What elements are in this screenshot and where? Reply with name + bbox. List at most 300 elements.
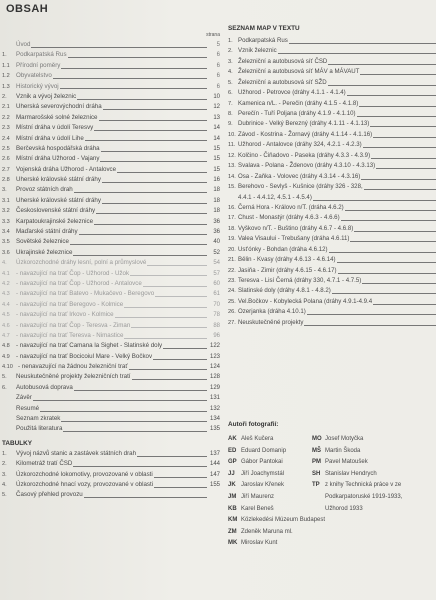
map-entry-number: 1. [228, 37, 233, 44]
map-entry-title: 4.4.1 - 4.4.12, 4.5.1 - 4.5.4) [238, 193, 312, 201]
toc-entry-number: 1. [2, 52, 7, 59]
map-entry-title: Dubrinice - Velký Berezný (dráhy 4.1.11 - 4.1.13) [238, 120, 370, 128]
table-entry[interactable] [2, 459, 220, 469]
dot-leader [33, 400, 207, 401]
toc-entry[interactable] [2, 154, 220, 164]
dot-leader [341, 220, 436, 221]
dot-leader [61, 68, 207, 69]
dot-leader [130, 275, 207, 276]
toc-entry[interactable] [2, 393, 220, 403]
toc-entry-page: 18 [213, 208, 220, 215]
toc-entry[interactable] [2, 321, 220, 331]
map-entry-number: 14. [228, 173, 236, 180]
map-entry[interactable] [228, 151, 436, 161]
toc-entry-number: 3.1 [2, 197, 10, 204]
toc-entry-title: Karpatoukrajinské železnice [16, 217, 94, 225]
map-entry-title: Slatinské doly (dráhy 4.8.1 - 4.8.2) [238, 287, 331, 295]
toc-entry[interactable] [2, 279, 220, 289]
toc-entry[interactable] [2, 341, 220, 351]
toc-entry-number: 2.5 [2, 145, 10, 152]
map-entry-number: 20. [228, 246, 236, 253]
toc-entry[interactable] [2, 310, 220, 320]
map-entry[interactable] [228, 46, 436, 56]
dot-leader [337, 262, 436, 263]
map-entry[interactable] [228, 276, 436, 286]
map-entry[interactable] [228, 172, 436, 182]
photo-author-left [228, 480, 312, 492]
map-entry-number: 18. [228, 225, 236, 232]
map-entry-title: Bělin - Kvasy (dráhy 4.6.13 - 4.6.14) [238, 256, 336, 264]
toc-entry-title: Uherské královské státní dráhy [16, 196, 101, 204]
toc-entry[interactable] [2, 185, 220, 195]
toc-entry-page: 128 [209, 374, 220, 381]
dot-leader [347, 95, 436, 96]
map-entry-number: 11. [228, 142, 236, 149]
toc-entry-title: Místní dráha v údolí Lihe [16, 134, 84, 142]
table-entry-title: Úzkorozchodné hnací vozy, provozované v oblasti [16, 481, 154, 488]
toc-entry-number: 1.3 [2, 83, 10, 90]
toc-entry-page: 6 [216, 83, 220, 90]
map-entry-number: 25. [228, 298, 236, 305]
toc-entry[interactable] [2, 165, 220, 175]
author-name: Martin Škoda [325, 447, 361, 454]
toc-entry-number: 3.2 [2, 208, 10, 215]
toc-entry[interactable] [2, 424, 220, 434]
map-entry-title: Vel.Bočkov - Kobylecká Polana (dráhy 4.9.1-4.9.4 [238, 297, 373, 305]
dot-leader [350, 241, 436, 242]
toc-entry[interactable] [2, 92, 220, 102]
dot-leader [153, 359, 207, 360]
toc-entry-title: - navazující na trať Batevo - Mukačevo - Beregovo [16, 290, 155, 298]
photo-author-row [228, 480, 436, 492]
map-entry-number: 3. [228, 58, 233, 65]
toc-entry-title: Seznam zkratek [16, 415, 61, 423]
toc-entry-page: 54 [213, 260, 220, 267]
dot-leader [304, 325, 436, 326]
dot-leader [124, 338, 207, 339]
toc-entry[interactable] [2, 289, 220, 299]
author-name: Josef Motyčka [325, 436, 364, 442]
map-entry-number: 10. [228, 131, 236, 138]
map-entry-number: 12. [228, 152, 236, 159]
toc-entry-page: 123 [209, 353, 220, 360]
map-entry[interactable] [228, 318, 436, 328]
map-entry-number: 6. [228, 90, 233, 97]
photo-author-row [228, 446, 436, 458]
toc-entry-page: 129 [209, 384, 220, 391]
toc-entry-title: Maďarské státní dráhy [16, 228, 78, 236]
toc-entry-title: Podkarpatská Rus [16, 51, 67, 59]
dot-leader [96, 213, 207, 214]
toc-entry[interactable] [2, 102, 220, 112]
photo-author-left [228, 504, 312, 516]
dot-leader [364, 189, 436, 190]
map-entry-number: 16. [228, 204, 236, 211]
toc-entry[interactable] [2, 82, 220, 92]
dot-leader [40, 411, 207, 412]
toc-entry[interactable] [2, 217, 220, 227]
dot-leader [163, 348, 207, 349]
map-entry[interactable] [228, 266, 436, 276]
toc-entry-page: 6 [216, 62, 220, 69]
author-name: Közlekedési Múzeum Budapest [241, 517, 326, 524]
table-entry-page: 137 [209, 450, 220, 457]
toc-entry-number: 3.3 [2, 218, 10, 225]
table-entry[interactable] [2, 470, 220, 480]
toc-entry[interactable] [2, 61, 220, 71]
photo-author-left [228, 446, 312, 458]
map-entry-number: 22. [228, 267, 236, 274]
dot-leader [345, 210, 436, 211]
dot-leader [68, 57, 207, 58]
maps-heading: SEZNAM MAP V TEXTU [228, 25, 300, 32]
toc-entry-page: 40 [213, 239, 220, 246]
author-name-continuation [312, 517, 325, 523]
toc-entry[interactable] [2, 352, 220, 362]
map-entry[interactable] [228, 161, 436, 171]
toc-entry-number: 3.6 [2, 249, 10, 256]
toc-entry[interactable] [2, 404, 220, 414]
toc-entry[interactable] [2, 175, 220, 185]
toc-entry-title: - navazující na trať Camana la Sighet - Slatinské doly [16, 342, 163, 350]
table-entry-title: Vývoj názvů stanic a zastávek státních drah [16, 449, 137, 457]
toc-entry-title: Ukrajinské železnice [16, 248, 73, 256]
photo-author-right [312, 480, 436, 492]
dot-leader [100, 161, 207, 162]
dot-leader [289, 43, 436, 44]
toc-entry-page: 10 [213, 93, 220, 100]
toc-entry[interactable] [2, 196, 220, 206]
toc-entry[interactable] [2, 71, 220, 81]
map-entry-number: 13. [228, 163, 236, 170]
toc-entry-title: Provoz státních drah [16, 186, 73, 194]
author-abbreviation: JK [228, 482, 236, 489]
toc-entry-page: 6 [216, 73, 220, 80]
map-entry-number: 4. [228, 69, 233, 76]
table-entry[interactable] [2, 480, 220, 490]
toc-entry-number: 4.8 [2, 343, 10, 350]
author-abbreviation: JM [228, 493, 237, 500]
map-entry-title: Užhorod - Antalovce (dráhy 324, 4.2.1 - 4.2.3) [238, 141, 362, 149]
map-entry[interactable] [228, 287, 436, 297]
toc-entry-page: 13 [213, 114, 220, 121]
dot-leader [61, 421, 207, 422]
toc-entry-page: 36 [213, 218, 220, 225]
map-entry-title: Neuskutečněné projekty [238, 318, 304, 326]
toc-entry-number: 4.10 [2, 364, 13, 371]
table-entry[interactable] [2, 490, 220, 500]
map-entry[interactable] [228, 120, 436, 130]
map-entry-title: Jasiňa - Zimir (dráhy 4.6.15 - 4.6.17) [238, 266, 337, 274]
table-entry-page: 147 [209, 471, 220, 478]
toc-entry-page: 96 [213, 332, 220, 339]
toc-entry[interactable] [2, 113, 220, 123]
toc-entry-title: Uherská severovýchodní dráha [16, 103, 102, 111]
toc-entry-page: 132 [209, 405, 220, 412]
toc-entry[interactable] [2, 144, 220, 154]
map-entry-title: Černá Hora - Královo n/T. (dráha 4.6.2) [238, 203, 344, 211]
toc-entry-title: Úvod [16, 40, 31, 48]
map-entry[interactable] [228, 36, 436, 46]
map-entry-title: Železniční a autobusová síť MÁV a MÁVAUT [238, 68, 360, 76]
dot-leader [329, 252, 436, 253]
dot-leader [63, 431, 207, 432]
map-entry-number: 24. [228, 288, 236, 295]
photo-author-left [228, 515, 326, 527]
map-entry-title: Užhorod - Petrovce (dráhy 4.1.1 - 4.1.4) [238, 89, 346, 97]
toc-entry-page: 134 [209, 416, 220, 423]
toc-entry[interactable] [2, 383, 220, 393]
toc-entry-number: 4.4 [2, 301, 10, 308]
photo-author-row [228, 527, 436, 539]
map-entry[interactable] [228, 182, 436, 192]
toc-entry[interactable] [2, 373, 220, 383]
dot-leader [371, 158, 436, 159]
map-entry[interactable] [228, 140, 436, 150]
table-entry-number: 2. [2, 461, 7, 468]
toc-entry[interactable] [2, 50, 220, 60]
toc-entry-title: Obyvatelstvo [16, 72, 52, 80]
photo-author-right [312, 434, 436, 446]
toc-entry-title: - navazující na trať Čop - Užhorod - Antalovce [16, 279, 142, 287]
map-entry-number: 19. [228, 236, 236, 243]
toc-column [2, 30, 220, 501]
table-entry-title: Časový přehled provozu [16, 491, 83, 499]
toc-entry-title: - navazující na trať Čop - Užhorod - Užok [16, 269, 130, 277]
dot-leader [328, 85, 436, 86]
toc-entry-title: Marmarošské solné železnice [16, 113, 98, 121]
dot-leader [115, 317, 207, 318]
author-abbreviation: SH [312, 470, 321, 477]
photo-author-right [312, 457, 436, 469]
toc-entry[interactable] [2, 134, 220, 144]
toc-entry-page: 16 [213, 177, 220, 184]
author-name-continuation: Podkarpatoruské 1919-1933, [325, 493, 403, 500]
map-entry-title: Berehovo - Sevlyš - Kušnice (dráhy 326 - 328, [238, 183, 363, 191]
photo-author-left [228, 434, 312, 446]
toc-entry[interactable] [2, 258, 220, 268]
dot-leader [84, 497, 207, 498]
toc-entry-number: 2.8 [2, 177, 10, 184]
photo-author-right [312, 469, 436, 481]
dot-leader [360, 74, 436, 75]
table-entry[interactable] [2, 449, 220, 459]
map-entry[interactable] [228, 99, 436, 109]
photo-author-right [312, 538, 436, 550]
map-entry[interactable] [228, 297, 436, 307]
toc-entry-page: 12 [213, 104, 220, 111]
author-abbreviation: AK [228, 436, 237, 442]
toc-entry[interactable] [2, 237, 220, 247]
toc-entry-title: Resumé [16, 404, 40, 412]
map-entry[interactable] [228, 109, 436, 119]
dot-leader [79, 234, 207, 235]
photo-author-left [228, 538, 312, 550]
map-entry[interactable] [228, 88, 436, 98]
author-name: Aleš Kučera [241, 436, 274, 442]
toc-entry-page: 122 [209, 343, 220, 350]
map-entry-title: Osa - Zaňka - Volovec (dráhy 4.3.14 - 4.3.16) [238, 172, 361, 180]
dot-leader [94, 130, 207, 131]
map-entry-number: 8. [228, 111, 233, 118]
dot-leader [131, 327, 207, 328]
photo-authors-heading: Autoři fotografií: [228, 421, 279, 428]
map-entry-title: Vznik železnic [238, 47, 277, 55]
dot-leader [74, 192, 207, 193]
toc-entry-page: 14 [213, 135, 220, 142]
author-name: Gábor Pantokai [241, 459, 283, 466]
photo-author-row [228, 457, 436, 469]
map-entry[interactable] [228, 203, 436, 213]
toc-entry-page: 135 [209, 426, 220, 433]
photo-authors-list [228, 434, 436, 550]
toc-entry-number: 3.4 [2, 229, 10, 236]
toc-entry-number: 2.4 [2, 135, 10, 142]
toc-entry-title: Vznik a vývoj železnic [16, 92, 77, 100]
dot-leader [53, 78, 207, 79]
toc-entry-page: 36 [213, 229, 220, 236]
toc-entry-number: 2.2 [2, 114, 10, 121]
toc-entry-page: 6 [216, 52, 220, 59]
map-entry[interactable] [228, 57, 436, 67]
map-entry[interactable] [228, 255, 436, 265]
dot-leader [354, 231, 436, 232]
map-entry[interactable] [228, 130, 436, 140]
toc-entry-title: Berčevská hospodářská dráha [16, 144, 100, 152]
toc-entry[interactable] [2, 227, 220, 237]
dot-leader [101, 151, 207, 152]
toc-entry[interactable] [2, 248, 220, 258]
toc-entry[interactable] [2, 300, 220, 310]
map-entry-title: Chust - Monastýr (dráhy 4.6.3 - 4.6.6) [238, 214, 340, 222]
map-entry[interactable] [228, 307, 436, 317]
photo-author-row [228, 504, 436, 516]
author-name: Miroslav Kunt [241, 540, 278, 547]
dot-leader [77, 99, 207, 100]
photo-author-right [312, 527, 436, 539]
author-name-continuation [312, 529, 325, 535]
toc-entry-number: 4.6 [2, 322, 10, 329]
map-entry[interactable] [228, 67, 436, 77]
toc-entry-title: - navazující na trať Teresva - Nimastice [16, 331, 124, 339]
map-entry[interactable] [228, 193, 436, 203]
toc-entry-page: 70 [213, 301, 220, 308]
toc-entry-title: Závěr [16, 394, 32, 402]
map-entry-number: 15. [228, 184, 236, 191]
author-abbreviation: ZM [228, 528, 237, 535]
photo-author-left [228, 469, 312, 481]
toc-entry-number: 2.6 [2, 156, 10, 163]
page-title: OBSAH [6, 3, 49, 15]
author-abbreviation: ED [228, 447, 237, 454]
map-entry[interactable] [228, 234, 436, 244]
author-name: Zdeněk Maruna ml. [241, 528, 293, 535]
toc-entry-title: Československé státní dráhy [16, 207, 96, 215]
photo-author-right [312, 446, 436, 458]
author-name: Jaroslav Křenek [241, 482, 285, 489]
table-entry-number: 1. [2, 450, 7, 457]
toc-entry-page: 52 [213, 249, 220, 256]
toc-entry-title: Sovětské železnice [16, 238, 69, 246]
author-abbreviation: GP [228, 459, 237, 466]
toc-entry-title: - navazující na trať Irkovo - Kolmice [16, 311, 114, 319]
dot-leader [102, 182, 207, 183]
map-entry[interactable] [228, 245, 436, 255]
toc-entry[interactable] [2, 206, 220, 216]
photo-author-right [312, 504, 436, 516]
photo-author-row [228, 434, 436, 446]
map-entry-number: 2. [228, 48, 233, 55]
toc-entry[interactable] [2, 362, 220, 372]
author-abbreviation: MO [312, 436, 322, 442]
dot-leader [376, 168, 436, 169]
toc-entry-number: 4. [2, 260, 7, 267]
maps-column [228, 24, 436, 328]
toc-entry-number: 6. [2, 384, 7, 391]
toc-entry-page: 60 [213, 280, 220, 287]
map-entry[interactable] [228, 224, 436, 234]
dot-leader [124, 307, 207, 308]
map-entry-title: Ozerjanka (dráha 4.10.1) [238, 308, 306, 316]
dot-leader [373, 137, 436, 138]
table-entry-number: 4. [2, 482, 7, 488]
author-name: Jiří Joachymstál [241, 470, 285, 477]
toc-entry[interactable] [2, 269, 220, 279]
table-entry-title: Úzkorozchodné lokomotivy, provozované v oblasti [16, 470, 153, 478]
toc-entry-number: 2.7 [2, 166, 10, 173]
dot-leader [370, 126, 436, 127]
toc-entry-number: 4.7 [2, 332, 10, 339]
dot-leader [73, 255, 207, 256]
map-entry-number: 7. [228, 100, 233, 107]
toc-entry-page: 124 [209, 364, 220, 371]
dot-leader [147, 265, 207, 266]
toc-entry-page: 15 [213, 166, 220, 173]
toc-entry-number: 4.1 [2, 270, 10, 277]
photo-author-left [228, 527, 312, 539]
toc-entry[interactable] [2, 123, 220, 133]
toc-entry-page: 131 [209, 395, 220, 402]
photo-author-left [228, 457, 312, 469]
table-entry-page: 144 [209, 461, 220, 468]
toc-entry-page: 15 [213, 156, 220, 163]
toc-entry[interactable] [2, 331, 220, 341]
photo-author-left [228, 492, 312, 504]
dot-leader [60, 88, 207, 89]
dot-leader [359, 106, 436, 107]
toc-entry-number: 2.1 [2, 104, 10, 111]
toc-entry-number: 2. [2, 93, 7, 100]
author-abbreviation: TP [312, 482, 320, 489]
toc-entry[interactable] [2, 414, 220, 424]
map-entry-number: 23. [228, 278, 236, 285]
map-entry[interactable] [228, 78, 436, 88]
map-entry-title: Kamenica n/L. - Perečin (dráhy 4.1.5 - 4.1.8) [238, 99, 359, 107]
photo-author-row [228, 538, 436, 550]
dot-leader [362, 283, 436, 284]
dot-leader [102, 203, 207, 204]
toc-entry-page: 57 [213, 270, 220, 277]
toc-entry[interactable] [2, 40, 220, 50]
map-entry[interactable] [228, 213, 436, 223]
photo-author-row [228, 469, 436, 481]
author-name: Stanislav Hendrych [325, 470, 377, 477]
author-name: Eduard Domanip [241, 447, 287, 454]
toc-entry-number: 4.2 [2, 280, 10, 287]
photo-author-right [312, 515, 436, 527]
toc-entry-title: - navazující na trať Bocicoiul Mare - Velký Bočkov [16, 352, 153, 360]
photo-author-row [228, 492, 436, 504]
